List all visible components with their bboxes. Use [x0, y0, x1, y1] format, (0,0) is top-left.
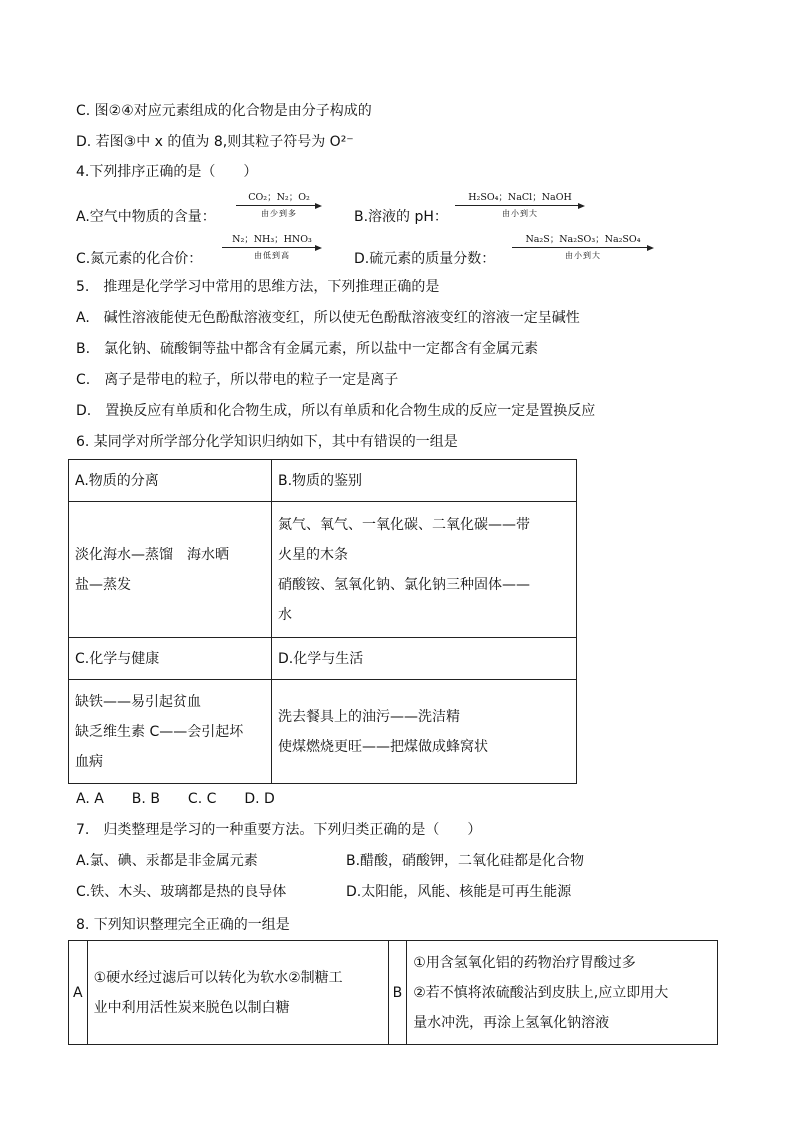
q7-option-b: B.醋酸，硝酸钾，二氧化硅都是化合物	[346, 853, 585, 869]
q4-option-b-order: H₂SO₄；NaCl；NaOH	[468, 192, 572, 203]
q8-b-line-1: ①用含氢氧化铝的药物治疗胃酸过多	[413, 954, 636, 971]
q4-option-d-direction: 由小到大	[565, 251, 601, 260]
q4-option-c-direction: 由低到高	[254, 251, 290, 260]
q6-cell-b-head: B.物质的鉴别	[272, 460, 577, 502]
q6-cell-a-body	[69, 502, 272, 638]
arrow-right-icon	[512, 245, 654, 251]
q6-stem: 6. 某同学对所学部分化学知识归纳如下，其中有错误的一组是	[76, 434, 458, 450]
q5-option-b: B. 氯化钠、硫酸铜等盐中都含有金属元素，所以盐中一定都含有金属元素	[76, 341, 539, 357]
q4-option-a-arrow	[236, 192, 322, 219]
q8-a-line-2: 业中利用活性炭来脱色以制白糖	[93, 999, 290, 1016]
q8-table	[68, 940, 718, 1045]
q6-cell-a-head: A.物质的分离	[69, 460, 272, 502]
q6-d-line-2: 使煤燃烧更旺——把煤做成蜂窝状	[278, 738, 488, 755]
q8-cell-b-body	[407, 941, 718, 1045]
q6-cell-c-head: C.化学与健康	[69, 638, 272, 680]
q6-b-line-1: 氮气、氧气、一氧化碳、二氧化碳——带	[278, 516, 530, 533]
q4-option-b-label: B.溶液的 pH：	[354, 209, 448, 225]
q6-cell-d-head: D.化学与生活	[272, 638, 577, 680]
q4-option-b-arrow	[455, 192, 585, 219]
arrow-right-icon	[455, 203, 585, 209]
q8-cell-b-label: B	[388, 941, 407, 1045]
q6-d-line-1: 洗去餐具上的油污——洗洁精	[278, 708, 460, 725]
q6-cell-c-body	[69, 680, 272, 784]
q7-stem: 7. 归类整理是学习的一种重要方法。下列归类正确的是（ ）	[76, 822, 482, 838]
q4-option-b-direction: 由小到大	[502, 209, 538, 218]
q3-option-d: D. 若图③中 x 的值为 8,则其粒子符号为 O²⁻	[76, 134, 354, 150]
q6-cell-d-body	[272, 680, 577, 784]
q5-option-c: C. 离子是带电的粒子，所以带电的粒子一定是离子	[76, 372, 399, 388]
q6-a-line-2: 盐—蒸发	[75, 576, 131, 593]
q5-option-d: D. 置换反应有单质和化合物生成，所以有单质和化合物生成的反应一定是置换反应	[76, 403, 596, 419]
q6-b-line-4: 水	[278, 606, 292, 623]
q6-a-line-1: 淡化海水—蒸馏 海水晒	[75, 546, 229, 563]
arrow-right-icon	[222, 245, 322, 251]
q8-stem: 8. 下列知识整理完全正确的一组是	[76, 917, 290, 933]
q6-answer-options: A. A B. B C. C D. D	[76, 791, 275, 807]
q7-option-d: D.太阳能，风能、核能是可再生能源	[346, 884, 572, 900]
q6-cell-b-body	[272, 502, 577, 638]
q3-option-c: C. 图②④对应元素组成的化合物是由分子构成的	[76, 103, 372, 119]
q5-stem: 5. 推理是化学学习中常用的思维方法，下列推理正确的是	[76, 279, 440, 295]
q8-cell-a-body	[87, 941, 388, 1045]
q4-option-c-arrow	[222, 234, 322, 261]
q4-option-d-order: Na₂S；Na₂SO₃；Na₂SO₄	[525, 234, 641, 245]
q4-option-d-arrow	[512, 234, 654, 261]
q8-b-line-2: ②若不慎将浓硫酸沾到皮肤上,应立即用大	[413, 984, 669, 1001]
q8-a-line-1: ①硬水经过滤后可以转化为软水②制糖工	[93, 969, 343, 986]
q6-b-line-3: 硝酸铵、氢氧化钠、氯化钠三种固体——	[278, 576, 530, 593]
q4-option-a-direction: 由少到多	[261, 209, 297, 218]
q4-option-a-order: CO₂；N₂；O₂	[248, 192, 310, 203]
q6-table	[68, 459, 577, 784]
q4-option-d-label: D.硫元素的质量分数：	[354, 251, 496, 267]
q8-b-line-3: 量水冲洗，再涂上氢氧化钠溶液	[413, 1014, 610, 1031]
q6-c-line-2: 缺乏维生素 C——会引起坏	[75, 723, 244, 740]
q5-option-a: A. 碱性溶液能使无色酚酞溶液变红，所以使无色酚酞溶液变红的溶液一定呈碱性	[76, 310, 580, 326]
q8-cell-a-label: A	[69, 941, 88, 1045]
q6-c-line-1: 缺铁——易引起贫血	[75, 693, 201, 710]
q6-c-line-3: 血病	[75, 753, 103, 770]
q7-option-a: A.氯、碘、汞都是非金属元素	[76, 853, 258, 869]
q4-stem: 4.下列排序正确的是（ ）	[76, 164, 258, 180]
q4-option-c-order: N₂；NH₃；HNO₃	[232, 234, 312, 245]
q4-option-a-label: A.空气中物质的含量：	[76, 209, 216, 225]
arrow-right-icon	[236, 203, 322, 209]
q6-b-line-2: 火星的木条	[278, 546, 348, 563]
q4-option-c-label: C.氮元素的化合价：	[76, 251, 203, 267]
q7-option-c: C.铁、木头、玻璃都是热的良导体	[76, 884, 287, 900]
